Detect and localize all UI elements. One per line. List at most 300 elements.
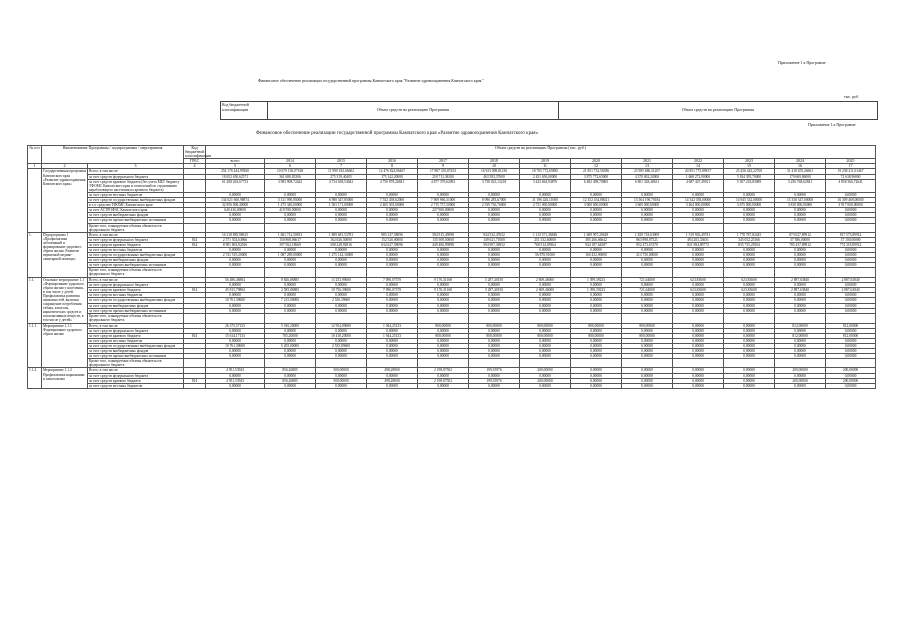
value-year: 250 713,38100 xyxy=(418,174,469,179)
hdr-colnum: 15 xyxy=(724,164,775,169)
row-number: 1. xyxy=(28,232,42,277)
value-year xyxy=(367,268,418,277)
value-year: 10 418,20000 xyxy=(316,333,367,338)
funding-source: Всего, в том числе: xyxy=(88,323,184,328)
hdr-year: 2020 xyxy=(571,159,622,164)
value-year: 1 501 171,00000 xyxy=(316,203,367,208)
value-year: 0,00000 xyxy=(826,308,876,313)
value-year xyxy=(724,223,775,232)
funding-source: за счет средств прочих внебюджетных источников xyxy=(88,263,184,268)
value-year: 0,00000 xyxy=(724,303,775,308)
value-year: 14 342 038,00000 xyxy=(673,198,724,203)
value-year: 0,00000 xyxy=(724,213,775,218)
value-year: 0,00000 xyxy=(622,354,673,359)
value-year: 0,00000 xyxy=(520,373,571,378)
value-year: 0,00000 xyxy=(367,293,418,298)
value-year xyxy=(367,314,418,324)
value-year: 0,00000 xyxy=(826,303,876,308)
value-year: 9 176,31168 xyxy=(418,277,469,282)
value-year: 16 309 468,00000 xyxy=(826,198,876,203)
hdr-colnum: 12 xyxy=(571,164,622,169)
value-year: 361 680,83306 xyxy=(265,174,316,179)
hdr-year: 2021 xyxy=(622,159,673,164)
value-year: 2 887,63840 xyxy=(826,287,876,292)
value-year xyxy=(316,359,367,368)
value-year: 817 573,89912 xyxy=(826,232,876,237)
value-year: 7 969 966,31000 xyxy=(418,198,469,203)
pre-vol1-label: Объем средств на реализацию Программы xyxy=(376,107,450,112)
value-year: 0,00000 xyxy=(520,338,571,343)
value-year: 0,00000 xyxy=(775,247,826,252)
value-year: 812,00000 xyxy=(775,333,826,338)
value-year: 0,00000 xyxy=(673,282,724,287)
value-year: 0,00000 xyxy=(469,253,520,258)
value-year: 0,00000 xyxy=(418,354,469,359)
value-year: 0,00000 xyxy=(265,338,316,343)
value-year: 4 858 366,72641 xyxy=(826,179,876,192)
value-year: 20 851 775,89817 xyxy=(673,169,724,174)
value-year: 2 609,46000 xyxy=(520,277,571,282)
value-year: 0,00000 xyxy=(571,247,622,252)
value-year: 5 311 990,85000 xyxy=(265,198,316,203)
value-year: 0,00000 xyxy=(775,213,826,218)
value-year: 0,00000 xyxy=(724,328,775,333)
hdr-num: № п/п xyxy=(28,146,42,164)
value-year: 2 887,63840 xyxy=(775,287,826,292)
value-year: 14 945 332,00000 xyxy=(724,198,775,203)
value-year: 0,00000 xyxy=(673,218,724,223)
value-year: 0,00000 xyxy=(775,282,826,287)
funding-source: за счет средств местных бюджетов xyxy=(88,338,184,343)
value-year: 0,00000 xyxy=(469,343,520,348)
value-year: 0,00000 xyxy=(316,293,367,298)
value-year: 800,00000 xyxy=(469,333,520,338)
value-year: 0,00000 xyxy=(571,383,622,388)
value-year: 0,00000 xyxy=(622,343,673,348)
value-year: 3 464 000,00000 xyxy=(673,203,724,208)
value-year: 0,00000 xyxy=(571,343,622,348)
value-year: 0,00000 xyxy=(622,383,673,388)
hdr-year: 2015 xyxy=(316,159,367,164)
value-year: 0,00000 xyxy=(265,258,316,263)
value-year: 0,00000 xyxy=(316,247,367,252)
value-year: 0,00000 xyxy=(622,263,673,268)
value-year: 3 758 023,13218 xyxy=(469,179,520,192)
value-year: 0,00000 xyxy=(571,213,622,218)
pre-kbk-label: Код бюджетной классификации xyxy=(222,102,249,112)
value-total: 0,00000 xyxy=(206,258,265,263)
value-year: 0,00000 xyxy=(622,308,673,313)
value-year: 2 451 656,00000 xyxy=(520,174,571,179)
value-year: 200,00000 xyxy=(775,368,826,373)
value-total: 0,00000 xyxy=(206,349,265,354)
value-year: 0,00000 xyxy=(622,298,673,303)
value-year xyxy=(775,268,826,277)
value-year: 0,00000 xyxy=(418,373,469,378)
value-year: 0,00000 xyxy=(520,218,571,223)
value-year: 0,00000 xyxy=(316,349,367,354)
value-year: 500,00000 xyxy=(316,378,367,383)
value-year: 17 887 335,87433 xyxy=(418,169,469,174)
hdr-year: 2019 xyxy=(520,159,571,164)
hdr-colnum: 16 xyxy=(775,164,826,169)
table-body xyxy=(28,146,876,389)
funding-source: за счет средств внебюджетных фондов xyxy=(88,213,184,218)
value-year: 18 705 772,65885 xyxy=(520,169,571,174)
value-year: 25 456 443,22769 xyxy=(724,169,775,174)
value-year: 397 562,18669 xyxy=(265,242,316,247)
value-year: 584 915,45898 xyxy=(418,232,469,237)
value-year: 12 476 824,06467 xyxy=(367,169,418,174)
value-year: 1 275 142,16000 xyxy=(316,253,367,258)
value-year xyxy=(469,223,520,232)
value-year: 0,00000 xyxy=(520,308,571,313)
funding-source: за счет средств федерального бюджета xyxy=(88,328,184,333)
value-year: 0,00000 xyxy=(265,263,316,268)
value-year: 2 731 000,00000 xyxy=(520,203,571,208)
value-year: 0,00000 xyxy=(520,208,571,213)
value-year: 179 669,86000 xyxy=(775,174,826,179)
value-year: 275 319,40405 xyxy=(316,174,367,179)
value-year: 0,00000 xyxy=(622,213,673,218)
value-year: 21 851 752,56386 xyxy=(571,169,622,174)
value-year xyxy=(571,268,622,277)
value-year: 0,00000 xyxy=(469,192,520,197)
annex-top: Приложение 1 к Программе xyxy=(778,60,826,65)
value-year: 0,00000 xyxy=(826,213,876,218)
value-year: 0,00000 xyxy=(826,343,876,348)
value-year: 345 052,25166 xyxy=(724,237,775,242)
value-total: 0,00000 xyxy=(206,338,265,343)
value-year: 0,00000 xyxy=(571,258,622,263)
value-year: 0,00000 xyxy=(265,383,316,388)
value-year: 7 090,07378 xyxy=(367,287,418,292)
funding-source: Кроме того, планируемые объемы обязательств федерального бюджета xyxy=(88,268,184,277)
value-year xyxy=(673,268,724,277)
value-total: 0,00000 xyxy=(206,263,265,268)
value-year: 1 087 289,00000 xyxy=(265,253,316,258)
funding-source: за счет средств государственных внебюджетных фондов xyxy=(88,343,184,348)
table-row xyxy=(28,268,876,277)
value-year: 37 586,00000 xyxy=(775,237,826,242)
value-year: 0,00000 xyxy=(367,208,418,213)
value-total: 0,00000 xyxy=(206,354,265,359)
value-year: 150 868,06617 xyxy=(265,237,316,242)
value-year xyxy=(418,359,469,368)
value-year: 0,00000 xyxy=(571,354,622,359)
value-total: 0,00000 xyxy=(206,192,265,197)
value-year: 5 205,00000 xyxy=(265,343,316,348)
value-year: 6 482 498,70865 xyxy=(571,179,622,192)
value-total xyxy=(206,314,265,324)
value-year: 4 370 002,20000 xyxy=(622,174,673,179)
value-year: 0,00000 xyxy=(520,349,571,354)
value-year: 800,00000 xyxy=(571,323,622,328)
grbs-code xyxy=(184,268,206,277)
hdr-year: 2022 xyxy=(673,159,724,164)
grbs-code xyxy=(184,359,206,368)
value-total: 0,00000 xyxy=(206,328,265,333)
value-year: 835 735,25504 xyxy=(724,242,775,247)
value-total: 0,00000 xyxy=(206,282,265,287)
value-year: 0,00000 xyxy=(316,328,367,333)
funding-source: за счет средств федерального бюджета xyxy=(88,237,184,242)
value-year xyxy=(622,268,673,277)
value-year xyxy=(673,223,724,232)
value-year: 0,00000 xyxy=(724,349,775,354)
value-year: 852 473,67470 xyxy=(622,242,673,247)
value-year xyxy=(520,223,571,232)
value-total: 18 652 650,62571 xyxy=(206,174,265,179)
table-row xyxy=(28,223,876,232)
value-year: 0,00000 xyxy=(469,293,520,298)
value-total: 16 318 885,98615 xyxy=(206,232,265,237)
value-total: 45 815,79884 xyxy=(206,287,265,292)
value-year: 1 661 712,50813 xyxy=(265,232,316,237)
value-year: 494 203,33651 xyxy=(673,237,724,242)
value-year: 72 638,96800 xyxy=(826,174,876,179)
value-year: 812,00000 xyxy=(775,323,826,328)
value-year: 0,00000 xyxy=(826,258,876,263)
value-year: 800,00000 xyxy=(622,323,673,328)
value-year: 0,00000 xyxy=(469,247,520,252)
value-total: 32 856 008,40000 xyxy=(206,203,265,208)
value-year: 10 679 156,07168 xyxy=(265,169,316,174)
funding-source: за счет средств внебюджетных фондов xyxy=(88,258,184,263)
value-total: 640 436,00000 xyxy=(206,208,265,213)
value-year: 0,00000 xyxy=(469,258,520,263)
hdr-year: 2023 xyxy=(724,159,775,164)
value-year: 0,00000 xyxy=(265,354,316,359)
hdr-colnum: 17 xyxy=(826,164,876,169)
value-year xyxy=(622,359,673,368)
value-year: 0,00000 xyxy=(469,263,520,268)
funding-source: за счет средств прочих внебюджетных источников xyxy=(88,308,184,313)
value-year: 0,00000 xyxy=(673,298,724,303)
value-year: 1 399,39233 xyxy=(571,277,622,282)
value-year: 623,83600 xyxy=(673,287,724,292)
value-year xyxy=(775,359,826,368)
value-year: 0,00000 xyxy=(673,213,724,218)
value-year: 0,00000 xyxy=(367,373,418,378)
value-year: 4 734 638,54042 xyxy=(316,179,367,192)
value-year: 419 590,00000 xyxy=(265,208,316,213)
value-year: 498,28000 xyxy=(367,368,418,373)
table-row xyxy=(28,179,876,192)
value-year: 0,00000 xyxy=(316,192,367,197)
value-year: 0,00000 xyxy=(826,354,876,359)
value-year: 0,00000 xyxy=(673,253,724,258)
hdr-name: Наименование Программы / подпрограммы / мероприятия xyxy=(42,146,184,164)
value-year: 12 954,09600 xyxy=(316,323,367,328)
value-year xyxy=(571,359,622,368)
value-total: 0,00000 xyxy=(206,218,265,223)
value-year: 0,00000 xyxy=(418,218,469,223)
value-year xyxy=(316,268,367,277)
value-year: 0,00000 xyxy=(571,208,622,213)
value-year: 0,00000 xyxy=(673,338,724,343)
value-year: 0,00000 xyxy=(673,192,724,197)
value-year: 227 900,00000 xyxy=(418,208,469,213)
value-year: 0,00000 xyxy=(520,192,571,197)
value-year: 0,00000 xyxy=(265,247,316,252)
value-year: 0,00000 xyxy=(571,368,622,373)
value-total: 0,00000 xyxy=(206,293,265,298)
funding-source: за счет средств прочих внебюджетных источников xyxy=(88,218,184,223)
value-year: 821 984,89773 xyxy=(673,242,724,247)
value-year: 0,00000 xyxy=(367,282,418,287)
value-year: 0,00000 xyxy=(775,338,826,343)
value-year: 0,00000 xyxy=(826,192,876,197)
value-year: 0,00000 xyxy=(571,298,622,303)
value-year: 863 898,07521 xyxy=(622,237,673,242)
value-year: 0,00000 xyxy=(265,308,316,313)
value-year: 0,00000 xyxy=(469,373,520,378)
table-row xyxy=(28,314,876,324)
value-year: 0,00000 xyxy=(316,308,367,313)
value-year: 0,00000 xyxy=(418,258,469,263)
value-year: 0,00000 xyxy=(673,349,724,354)
value-year: 3 917 000,00000 xyxy=(826,203,876,208)
hdr-colnum: 3 xyxy=(88,164,184,169)
value-year: 16 923 098,81230 xyxy=(469,169,520,174)
annex-second: Приложение 1 к Программе xyxy=(808,122,856,127)
value-year: 0,00000 xyxy=(724,354,775,359)
value-year: 0,00000 xyxy=(469,208,520,213)
value-year xyxy=(265,359,316,368)
value-total: 2 571 502,64966 xyxy=(206,237,265,242)
value-year: 1 829 718,63009 xyxy=(622,232,673,237)
value-year: 0,00000 xyxy=(724,282,775,287)
subtitle-top: Финансовое обеспечение реализации государственной программы Камчатского края "Развитие здравоохранения Камчатского края " xyxy=(258,78,484,83)
value-year: 0,00000 xyxy=(826,253,876,258)
value-year: 200,00000 xyxy=(775,378,826,383)
value-year xyxy=(826,314,876,324)
value-year: 0,00000 xyxy=(622,338,673,343)
value-year xyxy=(724,359,775,368)
value-year xyxy=(520,314,571,324)
value-year: 623,83600 xyxy=(673,277,724,282)
value-year: 0,00000 xyxy=(826,282,876,287)
value-year: 0,00000 xyxy=(520,303,571,308)
value-year: 0,00000 xyxy=(826,298,876,303)
value-year: 0,00000 xyxy=(775,208,826,213)
value-year: 0,00000 xyxy=(520,328,571,333)
value-year: 19 238 211,61467 xyxy=(826,169,876,174)
value-year: 1 475 340,00000 xyxy=(265,203,316,208)
value-year: 213 750,00000 xyxy=(622,253,673,258)
value-year: 0,00000 xyxy=(571,263,622,268)
value-year: 0,00000 xyxy=(775,192,826,197)
value-year: 0,00000 xyxy=(571,349,622,354)
value-year: 856,26885 xyxy=(265,378,316,383)
hdr-colnum: 7 xyxy=(316,164,367,169)
value-year: 0,00000 xyxy=(724,383,775,388)
value-year: 944 187,64587 xyxy=(571,242,622,247)
value-total: 2 741 519,20000 xyxy=(206,253,265,258)
value-year: 0,00000 xyxy=(418,349,469,354)
value-year: 0,00000 xyxy=(826,208,876,213)
funding-source: за счет средств краевого бюджета xyxy=(88,378,184,383)
program-name: Мероприятие 1.1.1 Формирование здорового образа жизни xyxy=(42,323,88,368)
hdr-total: всего xyxy=(206,159,265,164)
value-year: 721,64000 xyxy=(622,287,673,292)
value-year: 768 514,05964 xyxy=(520,242,571,247)
value-total: 26 375,57133 xyxy=(206,323,265,328)
hdr-colnum: 1 xyxy=(28,164,42,169)
value-year: 0,00000 xyxy=(622,208,673,213)
value-year: 3 423 664,94876 xyxy=(520,179,571,192)
value-year: 0,00000 xyxy=(418,293,469,298)
row-number: 1.1.2. xyxy=(28,368,42,388)
funding-source: за счет средств государственных внебюджетных фондов xyxy=(88,253,184,258)
value-year: 0,00000 xyxy=(622,328,673,333)
grbs-code xyxy=(184,383,206,388)
value-year: 0,00000 xyxy=(469,338,520,343)
value-year: 0,00000 xyxy=(622,373,673,378)
value-year: 0,00000 xyxy=(724,343,775,348)
value-year: 1 113 571,36846 xyxy=(520,232,571,237)
value-year: 800,00000 xyxy=(520,323,571,328)
hdr-colnum: 8 xyxy=(367,164,418,169)
value-year: 5 287,40150 xyxy=(469,277,520,282)
value-year: 0,00000 xyxy=(622,293,673,298)
table-row xyxy=(28,359,876,368)
value-year: 0,00000 xyxy=(724,333,775,338)
value-year: 0,00000 xyxy=(724,308,775,313)
pre-vol1-box xyxy=(267,101,559,120)
funding-source: за счет средств местных бюджетов xyxy=(88,247,184,252)
funding-source: в т.ч. средства ТФОМС Камчатского края xyxy=(88,203,184,208)
hdr-colnum: 9 xyxy=(418,164,469,169)
value-year: 0,00000 xyxy=(316,373,367,378)
hdr-grbs: ГРБС xyxy=(184,159,206,164)
value-year: 0,00000 xyxy=(520,258,571,263)
value-total: 134 021 660,98874 xyxy=(206,198,265,203)
value-year: 2 609,46000 xyxy=(520,287,571,292)
value-year: 0,00000 xyxy=(775,349,826,354)
value-year xyxy=(775,223,826,232)
value-year: 0,00000 xyxy=(571,328,622,333)
value-year xyxy=(316,314,367,324)
value-year: 0,00000 xyxy=(418,338,469,343)
value-year: 0,00000 xyxy=(418,192,469,197)
value-year: 0,00000 xyxy=(367,213,418,218)
value-year: 8 096 283,67000 xyxy=(469,198,520,203)
value-year xyxy=(469,268,520,277)
value-year: 800,00000 xyxy=(469,323,520,328)
table-row xyxy=(28,383,876,388)
value-year: 623,83600 xyxy=(724,287,775,292)
value-year xyxy=(571,223,622,232)
value-year: 0,00000 xyxy=(316,258,367,263)
value-total: 56 486,46884 xyxy=(206,277,265,282)
hdr-year: 2016 xyxy=(367,159,418,164)
value-year: 2 536,39600 xyxy=(316,298,367,303)
value-year: 0,00000 xyxy=(622,192,673,197)
value-year xyxy=(265,268,316,277)
value-year: 1 668 272,90000 xyxy=(673,174,724,179)
hdr-year: 2025 xyxy=(826,159,876,164)
value-year: 0,00000 xyxy=(265,192,316,197)
value-total: 4 951,53943 xyxy=(206,368,265,373)
value-year: 0,00000 xyxy=(265,218,316,223)
value-year: 800,00000 xyxy=(622,333,673,338)
value-year: 0,00000 xyxy=(724,293,775,298)
value-year: 0,00000 xyxy=(265,328,316,333)
value-year: 1 809 681,53781 xyxy=(316,232,367,237)
value-year: 0,00000 xyxy=(826,247,876,252)
